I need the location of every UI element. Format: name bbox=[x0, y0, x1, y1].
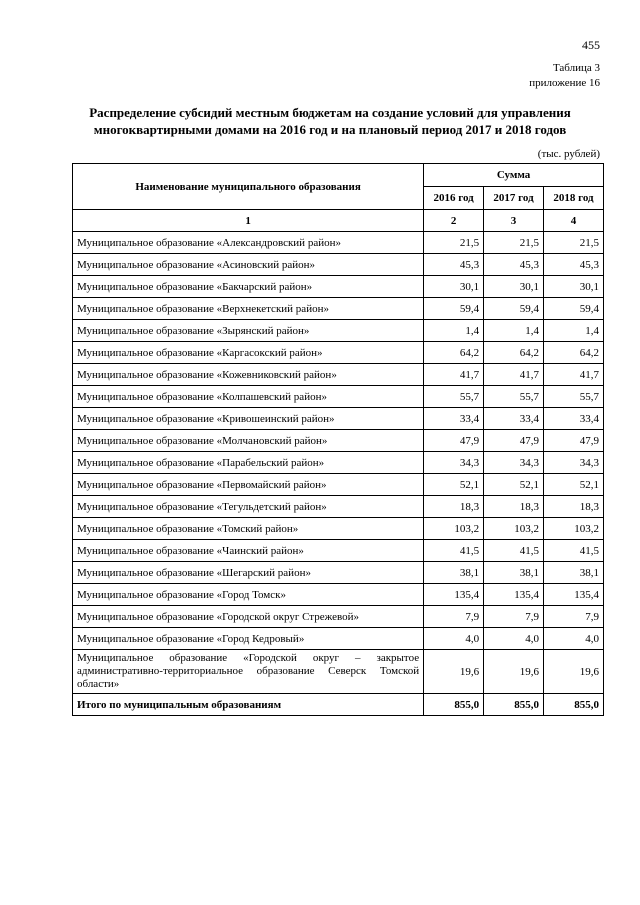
value-2017: 55,7 bbox=[484, 386, 544, 408]
table-row bbox=[73, 474, 604, 496]
header-municipality: Наименование муниципального образования bbox=[73, 164, 424, 210]
total-label: Итого по муниципальным образованиям bbox=[73, 694, 424, 716]
value-2017: 34,3 bbox=[484, 452, 544, 474]
table-label: Таблица 3 bbox=[552, 62, 600, 74]
value-2018: 7,9 bbox=[544, 606, 604, 628]
column-index: 1 bbox=[73, 210, 424, 232]
value-2018: 18,3 bbox=[544, 496, 604, 518]
municipality-name: Муниципальное образование «Тегульдетский район» bbox=[73, 496, 424, 518]
value-2018: 45,3 bbox=[544, 254, 604, 276]
value-2018: 34,3 bbox=[544, 452, 604, 474]
municipality-name: Муниципальное образование «Кожевниковский район» bbox=[73, 364, 424, 386]
table-row bbox=[73, 584, 604, 606]
value-2016: 7,9 bbox=[424, 606, 484, 628]
municipality-name: Муниципальное образование «Городской округ Стрежевой» bbox=[73, 606, 424, 628]
value-2016: 30,1 bbox=[424, 276, 484, 298]
table-row bbox=[73, 298, 604, 320]
table-row bbox=[73, 276, 604, 298]
value-2017: 64,2 bbox=[484, 342, 544, 364]
municipality-name: Муниципальное образование «Город Кедровый» bbox=[73, 628, 424, 650]
table-row bbox=[73, 650, 604, 694]
table-row bbox=[73, 342, 604, 364]
value-2018: 103,2 bbox=[544, 518, 604, 540]
value-2018: 30,1 bbox=[544, 276, 604, 298]
municipality-name: Муниципальное образование «Парабельский район» bbox=[73, 452, 424, 474]
municipality-name: Муниципальное образование «Кривошеинский район» bbox=[73, 408, 424, 430]
municipality-name: Муниципальное образование «Колпашевский район» bbox=[73, 386, 424, 408]
title-line-1: Распределение субсидий местным бюджетам на создание условий для управления bbox=[89, 105, 571, 120]
value-2017: 41,7 bbox=[484, 364, 544, 386]
municipality-name: Муниципальное образование «Зырянский район» bbox=[73, 320, 424, 342]
value-2017: 33,4 bbox=[484, 408, 544, 430]
appendix-label: приложение 16 bbox=[529, 77, 600, 89]
value-2017: 135,4 bbox=[484, 584, 544, 606]
value-2017: 4,0 bbox=[484, 628, 544, 650]
municipality-name: Муниципальное образование «Первомайский район» bbox=[73, 474, 424, 496]
value-2016: 41,5 bbox=[424, 540, 484, 562]
value-2018: 59,4 bbox=[544, 298, 604, 320]
document-title bbox=[60, 104, 600, 138]
municipality-name: Муниципальное образование «Молчановский район» bbox=[73, 430, 424, 452]
value-2018: 41,7 bbox=[544, 364, 604, 386]
header-year-2016: 2016 год bbox=[424, 187, 484, 210]
value-2016: 18,3 bbox=[424, 496, 484, 518]
header-sum: Сумма bbox=[424, 164, 604, 187]
title-line-2: многоквартирными домами на 2016 год и на плановый период 2017 и 2018 годов bbox=[93, 122, 567, 137]
table-row bbox=[73, 320, 604, 342]
table-row bbox=[73, 518, 604, 540]
value-2017: 7,9 bbox=[484, 606, 544, 628]
table-row bbox=[73, 452, 604, 474]
value-2018: 33,4 bbox=[544, 408, 604, 430]
table-row bbox=[73, 496, 604, 518]
value-2016: 64,2 bbox=[424, 342, 484, 364]
value-2016: 47,9 bbox=[424, 430, 484, 452]
municipality-name: Муниципальное образование «Шегарский район» bbox=[73, 562, 424, 584]
column-index: 3 bbox=[484, 210, 544, 232]
municipality-name: Муниципальное образование «Асиновский район» bbox=[73, 254, 424, 276]
value-2017: 38,1 bbox=[484, 562, 544, 584]
value-2016: 135,4 bbox=[424, 584, 484, 606]
column-index: 2 bbox=[424, 210, 484, 232]
value-2017: 59,4 bbox=[484, 298, 544, 320]
value-2018: 64,2 bbox=[544, 342, 604, 364]
total-value-2016: 855,0 bbox=[424, 694, 484, 716]
municipality-name: Муниципальное образование «Городской округ – закрытое административно-территориальное образование Северск Томской области» bbox=[73, 650, 424, 694]
municipality-name: Муниципальное образование «Верхнекетский район» bbox=[73, 298, 424, 320]
municipality-name: Муниципальное образование «Город Томск» bbox=[73, 584, 424, 606]
value-2018: 21,5 bbox=[544, 232, 604, 254]
value-2016: 4,0 bbox=[424, 628, 484, 650]
subsidy-table bbox=[72, 163, 604, 716]
table-row bbox=[73, 562, 604, 584]
value-2016: 59,4 bbox=[424, 298, 484, 320]
total-value-2017: 855,0 bbox=[484, 694, 544, 716]
table-row bbox=[73, 540, 604, 562]
municipality-name: Муниципальное образование «Бакчарский район» bbox=[73, 276, 424, 298]
value-2016: 52,1 bbox=[424, 474, 484, 496]
column-index: 4 bbox=[544, 210, 604, 232]
value-2016: 33,4 bbox=[424, 408, 484, 430]
value-2017: 45,3 bbox=[484, 254, 544, 276]
table-row bbox=[73, 232, 604, 254]
total-value-2018: 855,0 bbox=[544, 694, 604, 716]
municipality-name: Муниципальное образование «Томский район» bbox=[73, 518, 424, 540]
value-2016: 19,6 bbox=[424, 650, 484, 694]
value-2016: 1,4 bbox=[424, 320, 484, 342]
value-2018: 41,5 bbox=[544, 540, 604, 562]
page-number: 455 bbox=[582, 38, 600, 52]
value-2017: 1,4 bbox=[484, 320, 544, 342]
value-2017: 52,1 bbox=[484, 474, 544, 496]
value-2018: 4,0 bbox=[544, 628, 604, 650]
value-2017: 30,1 bbox=[484, 276, 544, 298]
value-2017: 47,9 bbox=[484, 430, 544, 452]
value-2017: 18,3 bbox=[484, 496, 544, 518]
table-row bbox=[73, 628, 604, 650]
value-2016: 34,3 bbox=[424, 452, 484, 474]
table-row bbox=[73, 254, 604, 276]
municipality-name: Муниципальное образование «Александровский район» bbox=[73, 232, 424, 254]
value-2018: 1,4 bbox=[544, 320, 604, 342]
table-body bbox=[73, 232, 604, 694]
table-row bbox=[73, 386, 604, 408]
total-row bbox=[73, 694, 604, 716]
table-reference bbox=[529, 61, 600, 91]
value-2016: 21,5 bbox=[424, 232, 484, 254]
value-2018: 52,1 bbox=[544, 474, 604, 496]
table-row bbox=[73, 364, 604, 386]
header-year-2017: 2017 год bbox=[484, 187, 544, 210]
value-2018: 135,4 bbox=[544, 584, 604, 606]
municipality-name: Муниципальное образование «Каргасокский район» bbox=[73, 342, 424, 364]
table-row bbox=[73, 430, 604, 452]
value-2017: 19,6 bbox=[484, 650, 544, 694]
units-label: (тыс. рублей) bbox=[537, 148, 600, 160]
value-2016: 38,1 bbox=[424, 562, 484, 584]
value-2017: 103,2 bbox=[484, 518, 544, 540]
value-2017: 21,5 bbox=[484, 232, 544, 254]
value-2018: 19,6 bbox=[544, 650, 604, 694]
value-2016: 55,7 bbox=[424, 386, 484, 408]
column-index-row bbox=[73, 210, 604, 232]
value-2018: 38,1 bbox=[544, 562, 604, 584]
header-year-2018: 2018 год bbox=[544, 187, 604, 210]
table-row bbox=[73, 408, 604, 430]
value-2018: 47,9 bbox=[544, 430, 604, 452]
municipality-name: Муниципальное образование «Чаинский район» bbox=[73, 540, 424, 562]
table-row bbox=[73, 606, 604, 628]
value-2016: 45,3 bbox=[424, 254, 484, 276]
value-2017: 41,5 bbox=[484, 540, 544, 562]
value-2016: 103,2 bbox=[424, 518, 484, 540]
value-2016: 41,7 bbox=[424, 364, 484, 386]
value-2018: 55,7 bbox=[544, 386, 604, 408]
